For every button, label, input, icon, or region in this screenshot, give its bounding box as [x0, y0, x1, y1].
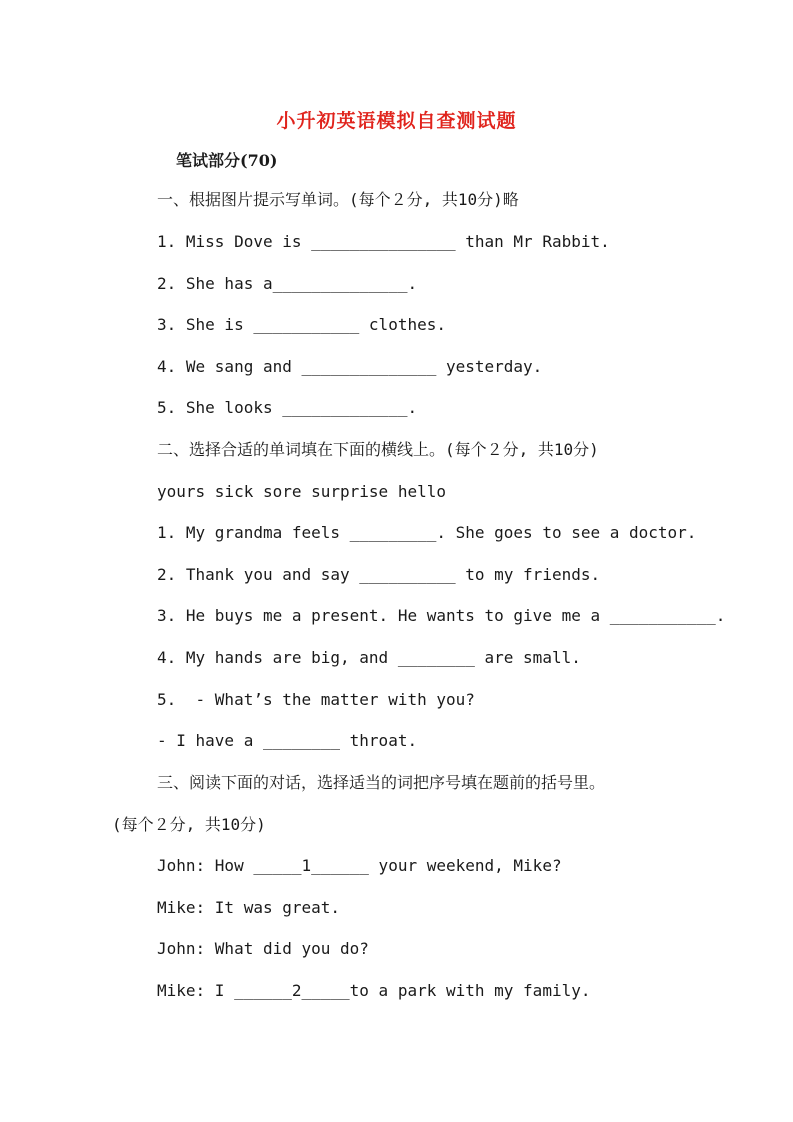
question-item: 4. My hands are big, and ________ are small. — [157, 648, 581, 667]
dialogue-line: John: What did you do? — [157, 939, 369, 958]
question-item: 5. - What’s the matter with you? — [157, 690, 475, 709]
dialogue-line: Mike: It was great. — [157, 898, 341, 917]
section2-heading: 二、选择合适的单词填在下面的横线上。(每个２分, 共10分) — [157, 440, 599, 459]
question-item: 2. Thank you and say __________ to my friends. — [157, 565, 601, 584]
section3-heading-continued: (每个２分, 共10分) — [112, 815, 266, 834]
question-item: 3. She is ___________ clothes. — [157, 315, 446, 334]
section3-heading: 三、阅读下面的对话，选择适当的词把序号填在题前的括号里。 — [157, 773, 606, 792]
question-item: - I have a ________ throat. — [157, 731, 418, 750]
question-item: 4. We sang and ______________ yesterday. — [157, 357, 543, 376]
word-bank: yours sick sore surprise hello — [157, 482, 446, 501]
question-item: 2. She has a______________. — [157, 274, 418, 293]
question-item: 1. Miss Dove is _______________ than Mr Rabbit. — [157, 232, 610, 251]
section1-heading: 一、根据图片提示写单词。(每个２分, 共10分)略 — [157, 190, 519, 209]
dialogue-line: Mike: I ______2_____to a park with my family. — [157, 981, 591, 1000]
section-subtitle: 笔试部分(70) — [176, 151, 278, 170]
document-title: 小升初英语模拟自查测试题 — [276, 110, 517, 132]
question-item: 3. He buys me a present. He wants to give me a ___________. — [157, 606, 726, 625]
question-item: 5. She looks _____________. — [157, 398, 418, 417]
question-item: 1. My grandma feels _________. She goes to see a doctor. — [157, 523, 697, 542]
dialogue-line: John: How _____1______ your weekend, Mike? — [157, 856, 562, 875]
